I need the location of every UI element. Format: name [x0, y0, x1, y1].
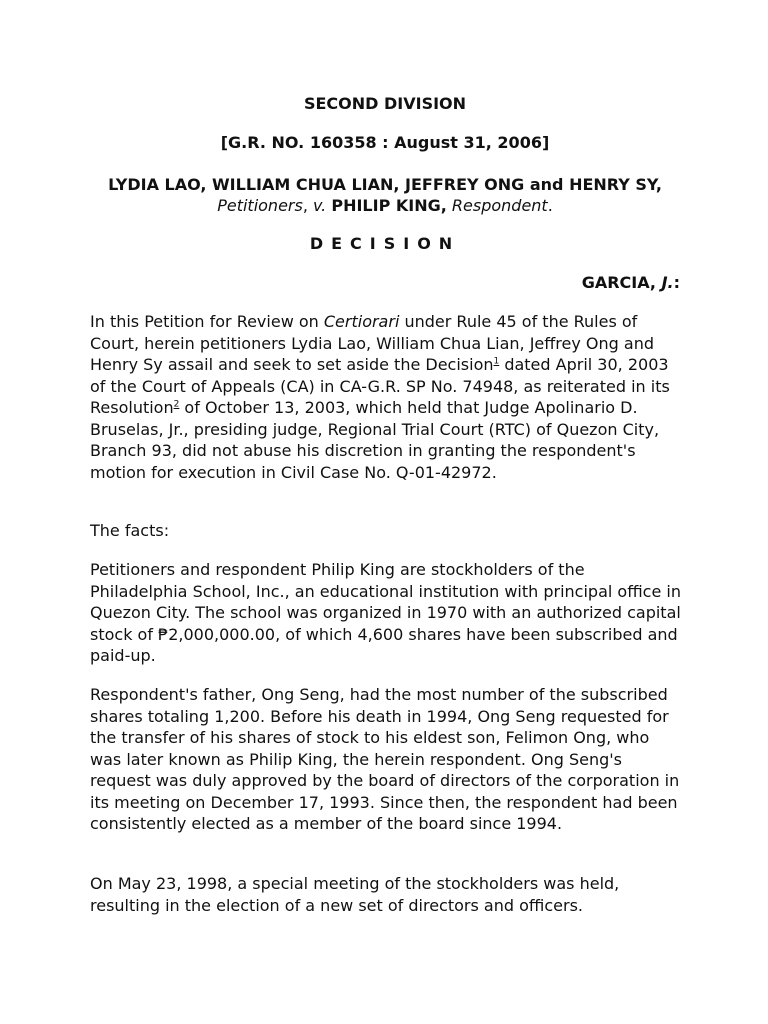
footnote-1-link[interactable]: 1 [493, 356, 500, 367]
paragraph-4: Respondent's father, Ong Seng, had the most number of the subscribed shares totaling 1,200. Before his death in 1994, Ong Seng requested for the transfer of his shares of stock to his eldest son, Felimon Ong, who was later known as Philip King, the herein respondent. Ong Seng's request was duly approved by the board of directors of the corporation in its meeting on December 17, 1993. Since then, the respondent had been consistently elected as a member of the board since 1994. [90, 685, 680, 833]
paragraph-1-text-d: of October 13, 2003, which held that Judge Apolinario D. Bruselas, Jr., presiding judge, Regional Trial Court (RTC) of Quezon City, Branch 93, did not abuse his discretion in granting the respondent's motion for execution in Civil Case No. Q-01-42972. [90, 398, 660, 482]
paragraph-1-text-c: dated April 30, 2003 of the Court of Appeals (CA) in CA-G.R. SP No. 74948, as reiterated in its Resolution [90, 355, 670, 417]
petitioners-label: Petitioners [217, 196, 303, 215]
versus-label: v. [313, 196, 327, 215]
ponente-line: GARCIA, J.: [581, 273, 680, 292]
ponente-name: GARCIA, [581, 273, 656, 292]
case-parties: LYDIA LAO, WILLIAM CHUA LIAN, JEFFREY ONG and HENRY SY, Petitioners, v. PHILIP KING, Respondent. [108, 175, 662, 215]
paragraph-1 [90, 311, 685, 483]
paragraph-5: On May 23, 1998, a special meeting of the stockholders was held, resulting in the election of a new set of directors and officers. [90, 874, 620, 915]
petitioners-names: LYDIA LAO, WILLIAM CHUA LIAN, JEFFREY ONG and HENRY SY, [108, 175, 662, 194]
respondent-label: Respondent [451, 196, 548, 215]
footnote-2-link[interactable]: 2 [173, 399, 180, 410]
paragraph-1-text-b: under Rule 45 of the Rules of Court, herein petitioners Lydia Lao, William Chua Lian, Jeffrey Ong and Henry Sy assail and seek to set aside the Decision [90, 312, 654, 374]
division-heading: SECOND DIVISION [303, 94, 467, 113]
ponente-title: J. [661, 273, 674, 292]
respondent-name: PHILIP KING, [331, 196, 447, 215]
paragraph-3: Petitioners and respondent Philip King are stockholders of the Philadelphia School, Inc., an educational institution with principal office in Quezon City. The school was organized in 1970 with an authorized capital stock of ₱2,000,000.00, of which 4,600 shares have been subscribed and paid-up. [90, 560, 681, 665]
paragraph-2: The facts: [90, 521, 170, 540]
decision-title: DECISION [309, 234, 461, 253]
case-number-heading: [G.R. NO. 160358 : August 31, 2006] [220, 133, 550, 152]
certiorari-term: Certiorari [323, 312, 400, 331]
paragraph-1-text-a: In this Petition for Review on [90, 312, 324, 331]
